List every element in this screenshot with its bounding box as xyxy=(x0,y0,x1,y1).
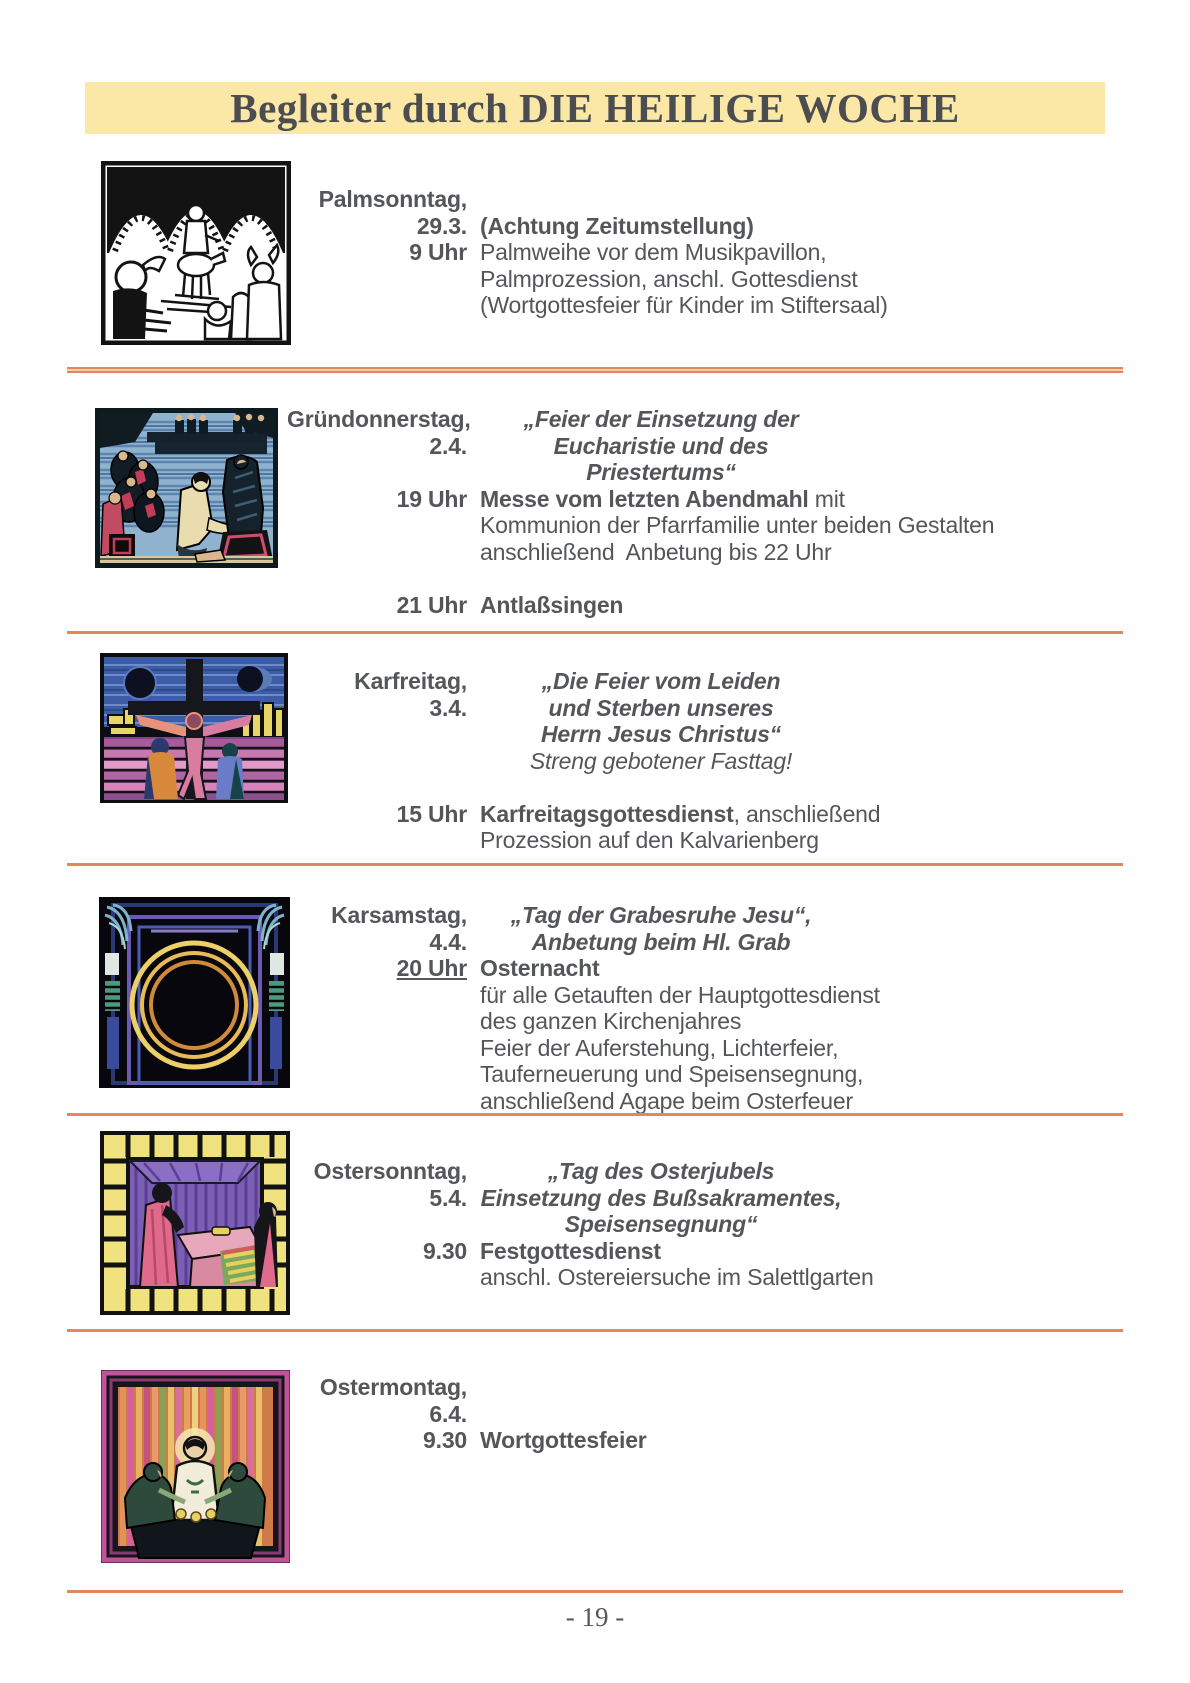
event-text: anschl. Ostereiersuche im Salettlgarten xyxy=(480,1264,874,1290)
event-line xyxy=(287,801,1140,828)
event-text: , anschließend xyxy=(733,800,881,827)
page-title: Begleiter durch DIE HEILIGE WOCHE xyxy=(230,85,960,131)
time-label: 20 Uhr xyxy=(396,955,467,981)
holy-sepulchre-illustration xyxy=(99,897,290,1088)
event-line xyxy=(287,1238,1140,1265)
day-line xyxy=(287,406,1140,433)
event-text: mit xyxy=(808,485,845,512)
day-label: Palmsonntag, xyxy=(318,186,467,212)
quote-line: „Tag des Osterjubels xyxy=(547,1158,775,1184)
quote-line: „Tag der Grabesruhe Jesu“, xyxy=(510,902,812,928)
day-line xyxy=(287,1374,1140,1401)
time-label: 9.30 xyxy=(423,1237,467,1264)
date-label: 6.4. xyxy=(429,1400,467,1427)
event-text: anschließend Anbetung bis 22 Uhr xyxy=(480,538,832,565)
event-title: Festgottesdienst xyxy=(480,1237,661,1264)
section-divider xyxy=(67,1113,1123,1116)
event-line xyxy=(287,266,1140,293)
footer-divider xyxy=(67,1590,1123,1593)
page-number: - 19 - xyxy=(565,1602,625,1632)
event-line xyxy=(287,1427,1140,1454)
quote-line: und Sterben unseres xyxy=(548,694,774,721)
day-line xyxy=(287,186,1140,213)
event-text: des ganzen Kirchenjahres xyxy=(480,1008,742,1034)
section-divider xyxy=(67,631,1123,634)
date-label: 4.4. xyxy=(429,928,467,955)
page-header xyxy=(85,82,1105,134)
time-label: 21 Uhr xyxy=(396,591,467,618)
time-label: 9.30 xyxy=(423,1427,467,1453)
date-label: 5.4. xyxy=(429,1184,467,1211)
section-divider xyxy=(67,367,1123,373)
event-line xyxy=(287,1061,1140,1088)
emmaus-supper-illustration xyxy=(101,1370,290,1563)
time-label: 19 Uhr xyxy=(396,485,467,512)
event-line xyxy=(287,1088,1140,1115)
quote-line: Eucharistie und des xyxy=(553,432,769,459)
quote-line: „Feier der Einsetzung der xyxy=(523,406,799,432)
event-line xyxy=(287,1264,1140,1291)
event-title: Wortgottesfeier xyxy=(480,1427,647,1453)
empty-tomb-illustration xyxy=(100,1131,290,1315)
section-ostermontag xyxy=(287,1374,1140,1454)
event-line xyxy=(287,592,1140,619)
day-label: Ostersonntag, xyxy=(313,1158,467,1184)
event-line xyxy=(287,486,1140,513)
event-line xyxy=(287,827,1140,854)
day-line xyxy=(287,668,1140,695)
date-line xyxy=(287,695,1140,722)
day-line xyxy=(287,1158,1140,1185)
time-label: 15 Uhr xyxy=(396,800,467,827)
quote-line: Speisensegnung“ xyxy=(564,1211,758,1237)
day-line xyxy=(287,902,1140,929)
event-title: Osternacht xyxy=(480,955,600,981)
section-ostersonntag xyxy=(287,1158,1140,1291)
day-label: Karfreitag, xyxy=(354,668,467,694)
day-label: Karsamstag, xyxy=(331,902,467,928)
fasting-note: Streng gebotener Fasttag! xyxy=(529,747,793,774)
date-line xyxy=(287,433,1140,460)
event-text: (Wortgottesfeier für Kinder im Stiftersaal) xyxy=(480,292,888,318)
event-line xyxy=(287,239,1140,266)
day-label: Ostermontag, xyxy=(319,1374,467,1400)
section-palmsonntag xyxy=(287,186,1140,319)
section-gruendonnerstag xyxy=(287,406,1140,618)
quote-line: Anbetung beim Hl. Grab xyxy=(531,928,791,955)
day-label: Gründonnerstag, xyxy=(287,406,471,432)
event-line xyxy=(287,539,1140,566)
event-line xyxy=(287,512,1140,539)
event-line xyxy=(287,1008,1140,1035)
event-text: Tauferneuerung und Speisensegnung, xyxy=(480,1061,864,1087)
event-title: Messe vom letzten Abendmahl xyxy=(480,485,809,512)
event-line xyxy=(287,292,1140,319)
time-label: 9 Uhr xyxy=(409,239,467,265)
section-divider xyxy=(67,1329,1123,1332)
event-title: Antlaßsingen xyxy=(480,591,624,618)
event-text: Prozession auf den Kalvarienberg xyxy=(480,827,819,853)
event-text: Kommunion der Pfarrfamilie unter beiden Gestalten xyxy=(480,512,995,538)
event-title: Karfreitagsgottesdienst xyxy=(480,800,734,827)
date-line xyxy=(287,213,1140,240)
event-text: für alle Getauften der Hauptgottesdienst xyxy=(480,981,880,1008)
date-line xyxy=(287,929,1140,956)
date-line xyxy=(287,1185,1140,1212)
section-karsamstag xyxy=(287,902,1140,1114)
date-label: 3.4. xyxy=(429,694,467,721)
washing-of-feet-illustration xyxy=(95,408,278,568)
quote-line: „Die Feier vom Leiden xyxy=(541,668,781,694)
date-line xyxy=(287,1401,1140,1428)
event-text: anschließend Agape beim Osterfeuer xyxy=(480,1087,853,1114)
date-label: 29.3. xyxy=(416,212,467,239)
section-karfreitag xyxy=(287,668,1140,854)
event-text: Feier der Auferstehung, Lichterfeier, xyxy=(480,1034,839,1061)
event-text: Palmprozession, anschl. Gottesdienst xyxy=(480,265,858,292)
event-line xyxy=(287,955,1140,982)
event-line xyxy=(287,982,1140,1009)
section-divider xyxy=(67,863,1123,866)
date-label: 2.4. xyxy=(429,432,467,459)
quote-line: Einsetzung des Bußsakramentes, xyxy=(480,1184,842,1211)
quote-line: Herrn Jesus Christus“ xyxy=(541,721,781,747)
event-line xyxy=(287,1035,1140,1062)
date-note: (Achtung Zeitumstellung) xyxy=(480,212,754,239)
event-text: Palmweihe vor dem Musikpavillon, xyxy=(480,239,827,265)
quote-line: Priestertums“ xyxy=(586,459,736,485)
palm-sunday-illustration xyxy=(101,161,291,345)
crucifixion-illustration xyxy=(100,653,288,803)
